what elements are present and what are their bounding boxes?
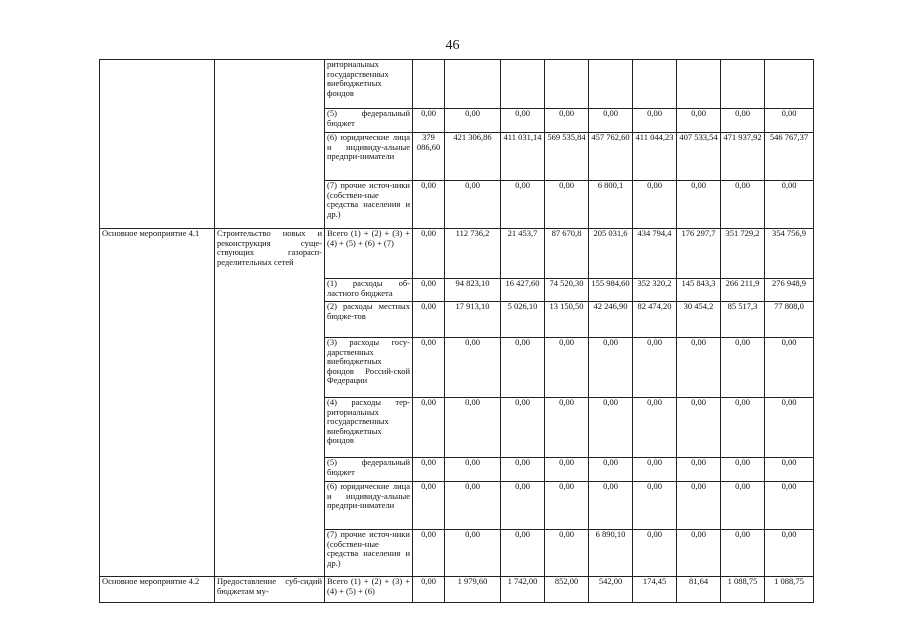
value-cell: 0,00	[413, 482, 445, 530]
activity-description-cell: Строительство новых и реконструкция суще-ствующих газорасп-ределительных сетей	[215, 229, 325, 577]
value-cell: 0,00	[765, 398, 814, 458]
value-cell: 0,00	[677, 338, 721, 398]
table-row	[100, 577, 814, 603]
value-cell: 0,00	[413, 577, 445, 603]
value-cell: 74 520,30	[545, 279, 589, 302]
value-cell: 0,00	[589, 398, 633, 458]
table-row	[100, 229, 814, 279]
value-cell: 0,00	[413, 181, 445, 229]
value-cell	[445, 60, 501, 109]
value-cell: 0,00	[589, 338, 633, 398]
value-cell: 155 984,60	[589, 279, 633, 302]
funding-source-cell: Всего (1) + (2) + (3) + (4) + (5) + (6) + (7)	[325, 229, 413, 279]
value-cell: 21 453,7	[501, 229, 545, 279]
value-cell: 852,00	[545, 577, 589, 603]
value-cell: 0,00	[633, 109, 677, 133]
funding-source-cell: (2) расходы местных бюдже-тов	[325, 302, 413, 338]
page-number: 46	[445, 38, 460, 53]
value-cell: 6 800,1	[589, 181, 633, 229]
value-cell: 351 729,2	[721, 229, 765, 279]
activity-cell	[100, 60, 215, 229]
value-cell: 0,00	[413, 229, 445, 279]
value-cell: 5 026,10	[501, 302, 545, 338]
value-cell: 0,00	[501, 482, 545, 530]
value-cell: 0,00	[633, 530, 677, 577]
value-cell: 1 088,75	[765, 577, 814, 603]
value-cell: 0,00	[721, 181, 765, 229]
value-cell: 0,00	[413, 458, 445, 482]
value-cell: 379 086,60	[413, 133, 445, 181]
value-cell: 471 937,92	[721, 133, 765, 181]
funding-source-cell: Всего (1) + (2) + (3) + (4) + (5) + (6)	[325, 577, 413, 603]
value-cell: 0,00	[677, 482, 721, 530]
value-cell: 0,00	[677, 181, 721, 229]
value-cell: 42 246,90	[589, 302, 633, 338]
value-cell: 457 762,60	[589, 133, 633, 181]
value-cell: 0,00	[501, 530, 545, 577]
value-cell: 81,64	[677, 577, 721, 603]
value-cell: 411 031,14	[501, 133, 545, 181]
value-cell: 0,00	[721, 530, 765, 577]
value-cell: 0,00	[765, 109, 814, 133]
value-cell: 13 150,50	[545, 302, 589, 338]
value-cell: 0,00	[501, 181, 545, 229]
activity-description-cell: Предоставление суб-сидий бюджетам му-	[215, 577, 325, 603]
value-cell: 0,00	[633, 458, 677, 482]
activity-description-cell	[215, 60, 325, 229]
value-cell: 94 823,10	[445, 279, 501, 302]
value-cell: 1 979,60	[445, 577, 501, 603]
value-cell	[677, 60, 721, 109]
value-cell: 0,00	[445, 458, 501, 482]
activity-cell: Основное мероприятие 4.2	[100, 577, 215, 603]
value-cell: 0,00	[501, 398, 545, 458]
value-cell: 434 794,4	[633, 229, 677, 279]
value-cell: 0,00	[589, 109, 633, 133]
value-cell: 0,00	[721, 482, 765, 530]
value-cell	[545, 60, 589, 109]
value-cell: 546 767,37	[765, 133, 814, 181]
value-cell: 17 913,10	[445, 302, 501, 338]
value-cell: 0,00	[445, 530, 501, 577]
value-cell: 0,00	[445, 398, 501, 458]
funding-source-cell: (5) федеральный бюджет	[325, 458, 413, 482]
value-cell: 0,00	[445, 338, 501, 398]
value-cell: 352 320,2	[633, 279, 677, 302]
value-cell: 0,00	[721, 109, 765, 133]
value-cell: 0,00	[445, 181, 501, 229]
value-cell: 0,00	[545, 530, 589, 577]
value-cell	[765, 60, 814, 109]
value-cell	[721, 60, 765, 109]
value-cell: 0,00	[413, 109, 445, 133]
value-cell: 411 044,23	[633, 133, 677, 181]
value-cell: 0,00	[765, 530, 814, 577]
value-cell	[589, 60, 633, 109]
funding-source-cell: (7) прочие источ-ники (собствен-ные средства населения и др.)	[325, 181, 413, 229]
value-cell: 174,45	[633, 577, 677, 603]
value-cell: 0,00	[545, 338, 589, 398]
funding-source-cell: риториальных государственных внебюджетных фондов	[325, 60, 413, 109]
value-cell: 0,00	[413, 530, 445, 577]
funding-source-cell: (6) юридические лица и индивиду-альные предпри-ниматели	[325, 133, 413, 181]
value-cell: 1 742,00	[501, 577, 545, 603]
value-cell: 30 454,2	[677, 302, 721, 338]
value-cell: 569 535,84	[545, 133, 589, 181]
value-cell: 0,00	[413, 279, 445, 302]
value-cell: 0,00	[501, 458, 545, 482]
value-cell: 0,00	[721, 458, 765, 482]
value-cell: 0,00	[545, 398, 589, 458]
value-cell: 82 474,20	[633, 302, 677, 338]
value-cell: 0,00	[721, 338, 765, 398]
value-cell: 0,00	[545, 482, 589, 530]
value-cell: 16 427,60	[501, 279, 545, 302]
value-cell	[501, 60, 545, 109]
value-cell: 354 756,9	[765, 229, 814, 279]
value-cell: 0,00	[633, 398, 677, 458]
value-cell	[633, 60, 677, 109]
funding-source-cell: (5) федеральный бюджет	[325, 109, 413, 133]
value-cell: 0,00	[413, 302, 445, 338]
value-cell: 0,00	[633, 181, 677, 229]
value-cell: 0,00	[633, 338, 677, 398]
funding-source-cell: (7) прочие источ-ники (собствен-ные средства населения и др.)	[325, 530, 413, 577]
value-cell: 0,00	[721, 398, 765, 458]
value-cell: 0,00	[677, 109, 721, 133]
value-cell: 0,00	[445, 109, 501, 133]
value-cell: 0,00	[413, 338, 445, 398]
funding-source-cell: (1) расходы об-ластного бюджета	[325, 279, 413, 302]
value-cell: 0,00	[677, 458, 721, 482]
value-cell: 542,00	[589, 577, 633, 603]
value-cell: 0,00	[445, 482, 501, 530]
value-cell: 205 031,6	[589, 229, 633, 279]
value-cell: 0,00	[765, 338, 814, 398]
value-cell: 276 948,9	[765, 279, 814, 302]
value-cell: 87 670,8	[545, 229, 589, 279]
value-cell	[413, 60, 445, 109]
value-cell: 85 517,3	[721, 302, 765, 338]
value-cell: 0,00	[765, 458, 814, 482]
value-cell: 6 890,10	[589, 530, 633, 577]
value-cell: 0,00	[413, 398, 445, 458]
value-cell: 0,00	[589, 482, 633, 530]
funding-source-cell: (3) расходы госу-дарственных внебюджетных фондов Россий-ской Федерации	[325, 338, 413, 398]
value-cell: 112 736,2	[445, 229, 501, 279]
value-cell: 0,00	[677, 530, 721, 577]
value-cell: 0,00	[545, 181, 589, 229]
value-cell: 0,00	[545, 458, 589, 482]
funding-source-cell: (4) расходы тер-риториальных государственных внебюджетных фондов	[325, 398, 413, 458]
value-cell: 0,00	[765, 181, 814, 229]
value-cell: 0,00	[501, 109, 545, 133]
value-cell: 0,00	[545, 109, 589, 133]
value-cell: 0,00	[677, 398, 721, 458]
value-cell: 407 533,54	[677, 133, 721, 181]
table-row	[100, 60, 814, 109]
activity-cell: Основное мероприятие 4.1	[100, 229, 215, 577]
funding-source-cell: (6) юридические лица и индивиду-альные предпри-ниматели	[325, 482, 413, 530]
value-cell: 421 306,86	[445, 133, 501, 181]
value-cell: 0,00	[765, 482, 814, 530]
value-cell: 145 843,3	[677, 279, 721, 302]
value-cell: 266 211,9	[721, 279, 765, 302]
value-cell: 0,00	[589, 458, 633, 482]
value-cell: 77 808,0	[765, 302, 814, 338]
value-cell: 0,00	[633, 482, 677, 530]
value-cell: 0,00	[501, 338, 545, 398]
value-cell: 1 088,75	[721, 577, 765, 603]
financing-table	[99, 59, 814, 603]
value-cell: 176 297,7	[677, 229, 721, 279]
